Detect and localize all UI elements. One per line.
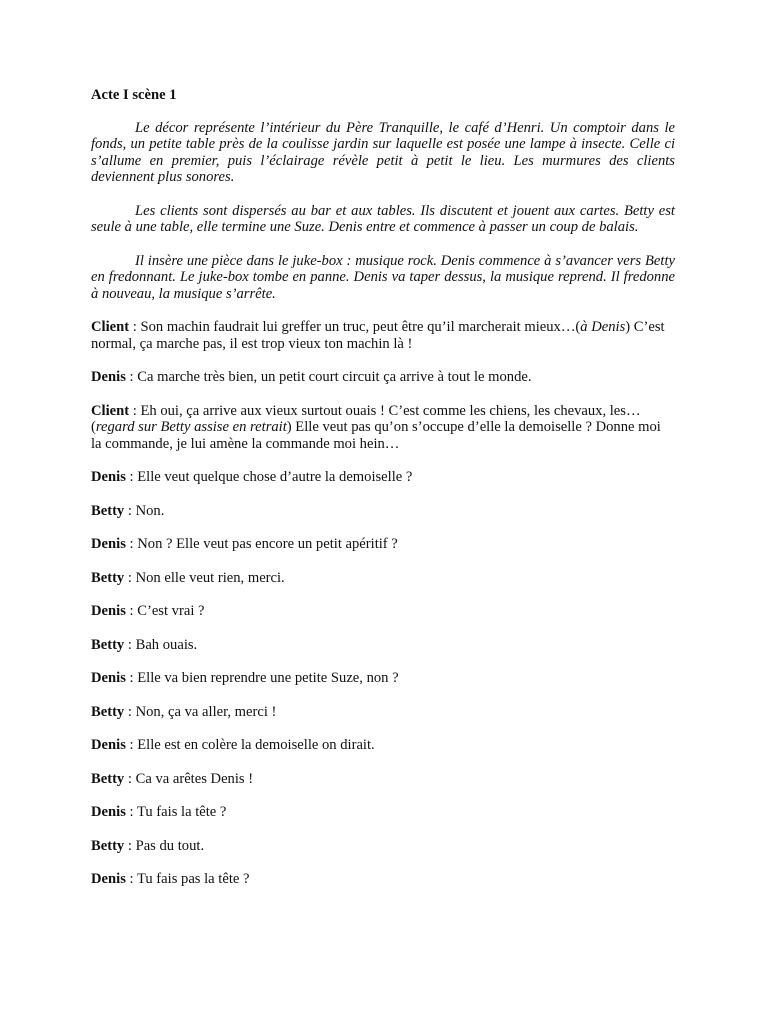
dialogue-line	[91, 838, 675, 855]
speaker-name: Denis	[91, 603, 126, 619]
inline-direction: regard sur Betty assise en retrait	[95, 419, 287, 435]
dialogue-line	[91, 670, 675, 687]
speaker-name: Denis	[91, 670, 126, 686]
dialogue-line	[91, 319, 675, 352]
speaker-name: Denis	[91, 737, 126, 753]
speaker-name: Denis	[91, 871, 126, 887]
speaker-name: Denis	[91, 469, 126, 485]
dialogue-line	[91, 503, 675, 520]
line-text: : Ca va arêtes Denis !	[124, 770, 254, 787]
speaker-name: Betty	[91, 703, 125, 720]
stage-direction: Il insère une pièce dans le juke-box : musique rock. Denis commence à s’avancer vers Betty en fredonnant. Le juke-box tombe en panne. Denis va taper dessus, la musique reprend. Il fredonne à nouveau, la musique s’arrête.	[91, 252, 675, 302]
speaker-name: Denis	[91, 804, 126, 820]
speaker-name: Denis	[91, 536, 126, 552]
dialogue-line	[91, 536, 675, 553]
stage-direction: Les clients sont dispersés au bar et aux tables. Ils discutent et jouent aux cartes. Betty est seule à une table, elle termine une Suze. Denis entre et commence à passer un coup de balais.	[91, 202, 675, 235]
line-text: : Pas du tout.	[124, 837, 205, 854]
dialogue-line	[91, 871, 675, 888]
line-text: : Elle est en colère la demoiselle on dirait.	[125, 737, 375, 753]
line-text: ) C’est normal, ça marche pas, il est trop vieux ton machin là !	[91, 319, 665, 352]
dialogue-line	[91, 603, 675, 620]
dialogue-line	[91, 704, 675, 721]
dialogue-line	[91, 403, 675, 453]
line-text: : Elle va bien reprendre une petite Suze, non ?	[125, 670, 399, 686]
dialogue-line	[91, 737, 675, 754]
line-text: : Bah ouais.	[124, 636, 198, 653]
line-text: : Tu fais la tête ?	[125, 804, 227, 820]
dialogue-line	[91, 804, 675, 821]
speaker-name: Denis	[91, 369, 126, 385]
dialogue-line	[91, 771, 675, 788]
speaker-name: Betty	[91, 770, 125, 787]
line-text: : Elle veut quelque chose d’autre la demoiselle ?	[125, 469, 413, 485]
line-text: ) Elle veut pas qu’on s’occupe d’elle la demoiselle ? Donne moi la commande, je lui amène la commande moi hein…	[91, 419, 661, 452]
script-page	[91, 87, 675, 905]
line-text: : Non, ça va aller, merci !	[124, 703, 277, 720]
line-text: : Ca marche très bien, un petit court circuit ça arrive à tout le monde.	[125, 369, 532, 385]
line-text: : Non ? Elle veut pas encore un petit apéritif ?	[125, 536, 398, 552]
scene-heading: Acte I scène 1	[91, 87, 177, 103]
speaker-name: Client	[91, 319, 130, 335]
line-text: : Eh oui, ça arrive aux vieux surtout ouais ! C’est comme les chiens, les chevaux, les… (	[91, 402, 641, 435]
speaker-name: Betty	[91, 837, 125, 854]
dialogue-line	[91, 570, 675, 587]
line-text: : Non.	[124, 502, 165, 519]
speaker-name: Client	[91, 402, 130, 419]
speaker-name: Betty	[91, 502, 125, 519]
line-text: : Son machin faudrait lui greffer un truc, peut être qu’il marcherait mieux…(	[129, 319, 581, 335]
line-text: : Tu fais pas la tête ?	[125, 871, 250, 887]
speaker-name: Betty	[91, 636, 125, 653]
dialogue-line	[91, 637, 675, 654]
dialogue-line	[91, 369, 675, 386]
line-text: : C’est vrai ?	[125, 603, 205, 619]
speaker-name: Betty	[91, 569, 125, 586]
dialogue-line	[91, 469, 675, 486]
stage-direction: Le décor représente l’intérieur du Père Tranquille, le café d’Henri. Un comptoir dans le fonds, un petite table près de la coulisse jardin sur laquelle est posée une lampe à insecte. Celle ci s’allume en premier, puis l’éclairage révèle petit à petit le lieu. Les murmures des clients deviennent plus sonores.	[91, 119, 675, 185]
inline-direction: à Denis	[580, 319, 626, 335]
line-text: : Non elle veut rien, merci.	[124, 569, 285, 586]
